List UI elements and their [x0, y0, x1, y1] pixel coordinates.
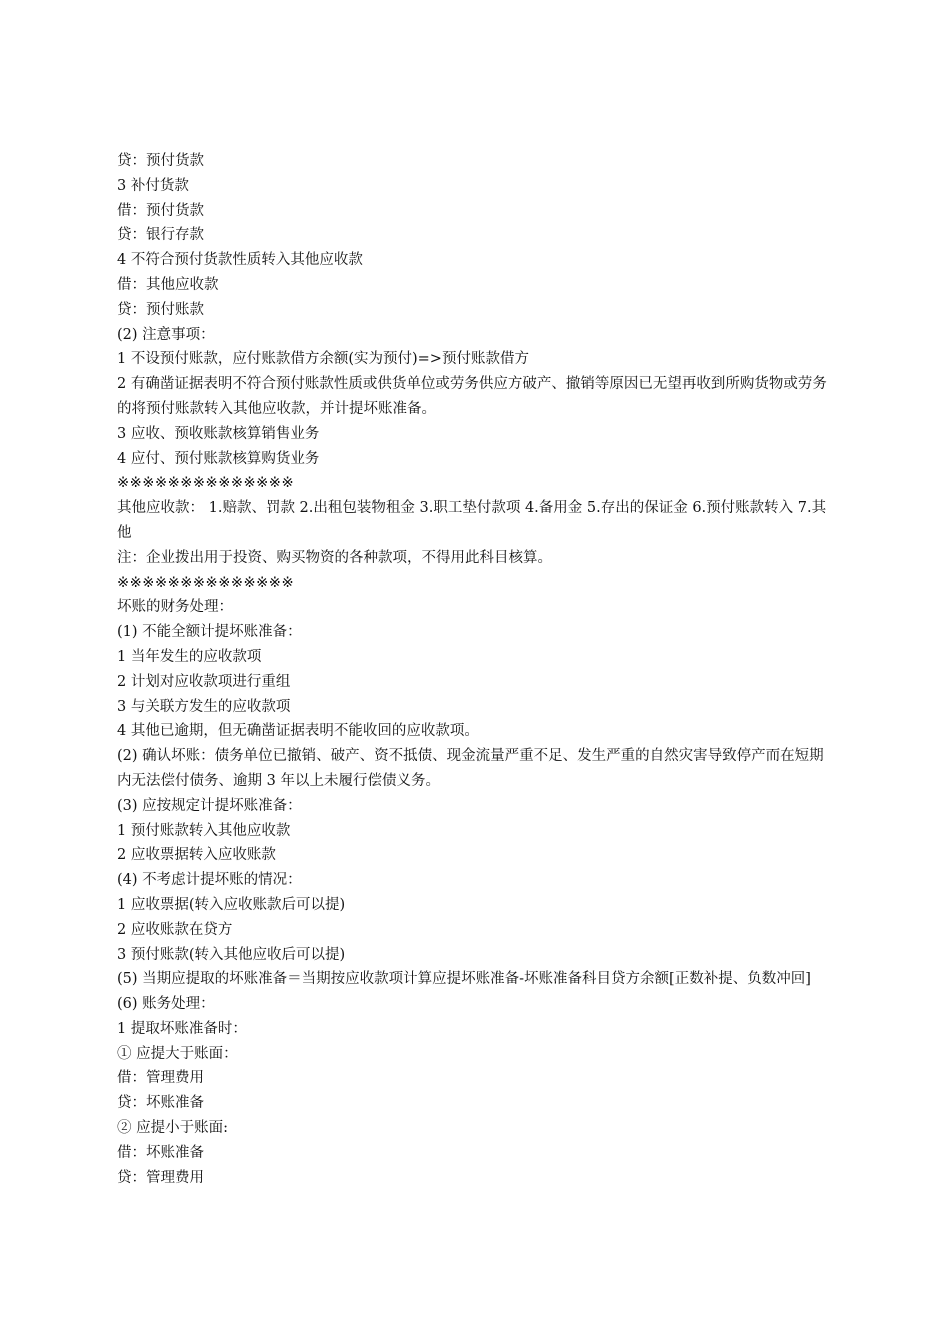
text-paragraph: (2) 确认坏账：债务单位已撤销、破产、资不抵债、现金流量严重不足、发生严重的自然灾害导致停产而在短期内无法偿付债务、逾期 3 年以上未履行偿债义务。 — [117, 748, 824, 789]
subsection-heading: (6) 账务处理： — [117, 996, 215, 1013]
text-line: 贷：管理费用 — [117, 1169, 204, 1186]
text-line: 2 计划对应收款项进行重组 — [117, 673, 291, 690]
subsection-heading: (4) 不考虑计提坏账的情况： — [117, 872, 302, 889]
text-line: 2 应收票据转入应收账款 — [117, 847, 276, 864]
section-heading: 坏账的财务处理： — [117, 599, 233, 616]
document-body — [117, 149, 835, 1190]
subsection-heading: (3) 应按规定计提坏账准备： — [117, 797, 302, 814]
text-line: 4 其他已逾期，但无确凿证据表明不能收回的应收款项。 — [117, 723, 479, 740]
separator-line: ※※※※※※※※※※※※※※ — [117, 475, 295, 492]
text-line: 贷：银行存款 — [117, 227, 204, 244]
text-paragraph: 2 有确凿证据表明不符合预付账款性质或供货单位或劳务供应方破产、撤销等原因已无望再收到所购货物或劳务的将预付账款转入其他应收款，并计提坏账准备。 — [117, 376, 827, 417]
text-line: 借：其他应收款 — [117, 276, 219, 293]
text-line: 2 应收账款在贷方 — [117, 921, 233, 938]
text-paragraph: 其他应收款： 1.赔款、罚款 2.出租包装物租金 3.职工垫付款项 4.备用金 5.存出的保证金 6.预付账款转入 7.其他 — [117, 500, 827, 541]
text-line: 4 应付、预付账款核算购货业务 — [117, 450, 320, 467]
text-line: 借：管理费用 — [117, 1070, 204, 1087]
text-line: 贷：预付账款 — [117, 301, 204, 318]
subsection-heading: (1) 不能全额计提坏账准备： — [117, 624, 302, 641]
text-line: ① 应提大于账面： — [117, 1045, 238, 1062]
text-line: 借：预付货款 — [117, 202, 204, 219]
section-heading: (2) 注意事项： — [117, 326, 215, 343]
text-line: 1 应收票据(转入应收账款后可以提) — [117, 896, 346, 913]
separator-line: ※※※※※※※※※※※※※※ — [117, 574, 295, 591]
text-line: 贷：坏账准备 — [117, 1095, 204, 1112]
text-line: 4 不符合预付货款性质转入其他应收款 — [117, 252, 363, 269]
text-line: 借：坏账准备 — [117, 1144, 204, 1161]
text-line: 1 提取坏账准备时： — [117, 1020, 247, 1037]
text-line: 1 不设预付账款，应付账款借方余额(实为预付)=>预付账款借方 — [117, 351, 529, 368]
note-line: 注：企业拨出用于投资、购买物资的各种款项，不得用此科目核算。 — [117, 549, 552, 566]
text-line: 3 与关联方发生的应收款项 — [117, 698, 291, 715]
text-paragraph: (5) 当期应提取的坏账准备＝当期按应收款项计算应提坏账准备-坏账准备科目贷方余额[正数补提、负数冲回] — [117, 971, 811, 988]
text-line: ② 应提小于账面: — [117, 1120, 228, 1137]
text-line: 3 应收、预收账款核算销售业务 — [117, 425, 320, 442]
text-line: 1 预付账款转入其他应收款 — [117, 822, 291, 839]
text-line: 3 预付账款(转入其他应收后可以提) — [117, 946, 346, 963]
text-line: 贷：预付货款 — [117, 153, 204, 169]
text-line: 1 当年发生的应收款项 — [117, 648, 262, 665]
text-line: 3 补付货款 — [117, 177, 189, 194]
